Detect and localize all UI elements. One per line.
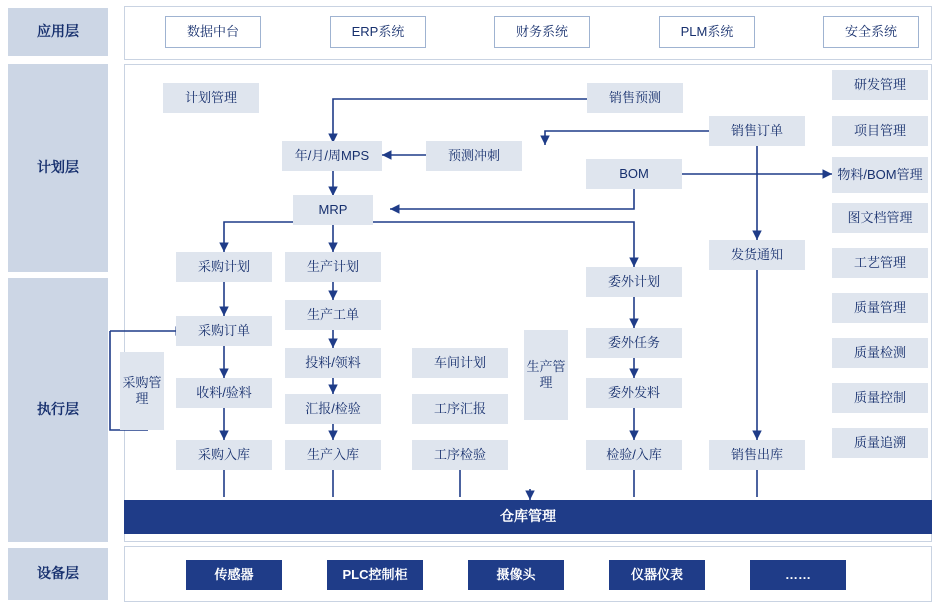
layer-label-application: 应用层 [8,8,108,56]
node-production-order[interactable]: 生产工单 [285,300,381,330]
core-frame [124,64,932,542]
node-report-inspect[interactable]: 汇报/检验 [285,394,381,424]
device-node-instruments[interactable]: 仪器仪表 [609,560,705,590]
node-inspect-in[interactable]: 检验/入库 [586,440,682,470]
app-system-security[interactable]: 安全系统 [823,16,919,48]
node-process-report[interactable]: 工序汇报 [412,394,508,424]
device-node-more[interactable]: …… [750,560,846,590]
node-workshop-plan[interactable]: 车间计划 [412,348,508,378]
node-plan-management[interactable]: 计划管理 [163,83,259,113]
device-node-plc-cabinet[interactable]: PLC控制柜 [327,560,423,590]
node-production-plan[interactable]: 生产计划 [285,252,381,282]
right-item-process-mgmt[interactable]: 工艺管理 [832,248,928,278]
node-process-inspect[interactable]: 工序检验 [412,440,508,470]
right-item-quality-trace[interactable]: 质量追溯 [832,428,928,458]
node-warehouse-management[interactable]: 仓库管理 [124,500,932,534]
app-system-plm[interactable]: PLM系统 [659,16,755,48]
app-system-data-platform[interactable]: 数据中台 [165,16,261,48]
node-purchase-plan[interactable]: 采购计划 [176,252,272,282]
layer-label-planning: 计划层 [8,64,108,272]
right-item-quality-mgmt[interactable]: 质量管理 [832,293,928,323]
node-forecast-sprint[interactable]: 预测冲刺 [426,141,522,171]
right-item-project-mgmt[interactable]: 项目管理 [832,116,928,146]
node-material-issue[interactable]: 投料/领料 [285,348,381,378]
node-purchase-order[interactable]: 采购订单 [176,316,272,346]
node-purchase-in[interactable]: 采购入库 [176,440,272,470]
device-node-sensor[interactable]: 传感器 [186,560,282,590]
node-outsource-issue[interactable]: 委外发料 [586,378,682,408]
right-item-quality-inspection[interactable]: 质量检测 [832,338,928,368]
node-receive-inspect[interactable]: 收料/验料 [176,378,272,408]
node-sales-order[interactable]: 销售订单 [709,116,805,146]
node-outsource-plan[interactable]: 委外计划 [586,267,682,297]
right-item-quality-control[interactable]: 质量控制 [832,383,928,413]
app-system-erp[interactable]: ERP系统 [330,16,426,48]
device-node-camera[interactable]: 摄像头 [468,560,564,590]
right-item-rd-mgmt[interactable]: 研发管理 [832,70,928,100]
node-sales-forecast[interactable]: 销售预测 [587,83,683,113]
node-purchase-management[interactable]: 采购管理 [120,352,164,430]
node-bom[interactable]: BOM [586,159,682,189]
node-mps[interactable]: 年/月/周MPS [282,141,382,171]
node-sales-out[interactable]: 销售出库 [709,440,805,470]
node-production-management[interactable]: 生产管理 [524,330,568,420]
layer-label-execution: 执行层 [8,278,108,542]
node-mrp[interactable]: MRP [293,195,373,225]
node-production-in[interactable]: 生产入库 [285,440,381,470]
node-outsource-task[interactable]: 委外任务 [586,328,682,358]
right-item-material-bom-mgmt[interactable]: 物料/BOM管理 [832,157,928,193]
right-item-document-mgmt[interactable]: 图文档管理 [832,203,928,233]
layer-label-device: 设备层 [8,548,108,600]
app-system-finance[interactable]: 财务系统 [494,16,590,48]
node-delivery-notice[interactable]: 发货通知 [709,240,805,270]
